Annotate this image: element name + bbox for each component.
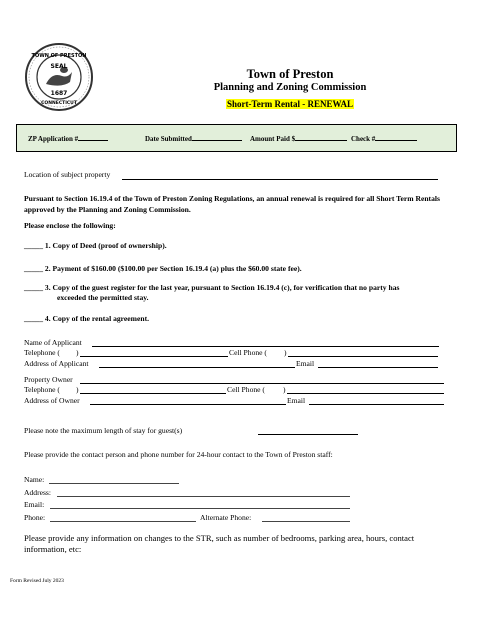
applicant-email-label: Email [296, 359, 315, 368]
applicant-telephone-label: Telephone ( [24, 348, 60, 357]
check-blank[interactable] [375, 133, 417, 141]
owner-telephone-line[interactable] [80, 393, 226, 394]
enclosure-item-2[interactable] [24, 264, 302, 273]
owner-label: Property Owner [24, 375, 73, 384]
form-type-title: Short-Term Rental - RENEWAL [227, 99, 353, 109]
seal-top-text: TOWN OF PRESTON [31, 53, 87, 59]
applicant-cell-line[interactable] [288, 356, 438, 357]
enclosure-item-4[interactable] [24, 314, 149, 323]
owner-email-label: Email [287, 396, 306, 405]
item-1-blank: _____ [24, 241, 43, 250]
owner-cell-label: Cell Phone ( [227, 385, 265, 394]
intro-paragraph: Pursuant to Section 16.19.4 of the Town of Preston Zoning Regulations, an annual renewal is required for all Short Term Rentals approved by the Planning and Zoning Commission. [24, 194, 440, 214]
check-label: Check # [351, 135, 376, 143]
town-seal [24, 42, 94, 112]
amount-blank[interactable] [295, 133, 347, 141]
seal-year: 1687 [50, 90, 68, 97]
item-3-blank: _____ [24, 283, 43, 292]
contact-address-line[interactable] [57, 496, 350, 497]
owner-address-label: Address of Owner [24, 396, 80, 405]
owner-address-line[interactable] [90, 404, 286, 405]
enclosure-item-1[interactable] [24, 241, 167, 250]
owner-cell-line[interactable] [287, 393, 444, 394]
seal-center-text: SEAL [50, 63, 68, 70]
item-4-text: 4. Copy of the rental agreement. [44, 314, 150, 323]
applicant-telephone-line[interactable] [80, 356, 228, 357]
owner-telephone-close: ) [76, 385, 79, 394]
max-stay-line[interactable] [258, 434, 358, 435]
applicant-name-label: Name of Applicant [24, 338, 82, 347]
location-label: Location of subject property [24, 170, 111, 179]
zp-application-field[interactable] [28, 133, 108, 143]
applicant-name-line[interactable] [92, 346, 439, 347]
item-3-text-cont: exceeded the permitted stay. [57, 293, 149, 302]
owner-email-line[interactable] [309, 404, 444, 405]
applicant-cell-label: Cell Phone ( [229, 348, 267, 357]
contact-address-label: Address: [24, 488, 51, 497]
changes-prompt: Please provide any information on changes to the STR, such as number of bedrooms, parking area, hours, contact information, etc: [24, 533, 415, 554]
applicant-telephone-close: ) [76, 348, 79, 357]
applicant-cell-close: ) [284, 348, 287, 357]
date-blank[interactable] [192, 133, 242, 141]
enclosure-item-3[interactable] [24, 283, 454, 292]
enclose-heading: Please enclose the following: [24, 221, 116, 230]
applicant-email-line[interactable] [318, 367, 438, 368]
contact-email-line[interactable] [50, 508, 350, 509]
item-1-text: 1. Copy of Deed (proof of ownership). [44, 241, 167, 250]
contact-phone-label: Phone: [24, 513, 46, 522]
item-3-text: 3. Copy of the guest register for the last year, pursuant to Section 16.19.4 (c), for verification that no party has [44, 283, 400, 292]
amount-paid-field[interactable] [250, 133, 347, 143]
item-4-blank: _____ [24, 314, 43, 323]
contact-prompt: Please provide the contact person and phone number for 24-hour contact to the Town of Preston staff: [24, 450, 333, 459]
form-type-wrap [140, 94, 440, 112]
check-field[interactable] [351, 133, 417, 143]
location-input-line[interactable] [122, 179, 438, 180]
contact-alt-phone-label: Alternate Phone: [200, 513, 252, 522]
commission-title: Planning and Zoning Commission [213, 82, 367, 93]
contact-email-label: Email: [24, 500, 45, 509]
contact-name-label: Name: [24, 475, 45, 484]
item-2-blank: _____ [24, 264, 43, 273]
applicant-address-label: Address of Applicant [24, 359, 89, 368]
contact-alt-phone-line[interactable] [262, 521, 350, 522]
contact-name-line[interactable] [49, 483, 179, 484]
owner-name-line[interactable] [80, 383, 444, 384]
contact-phone-line[interactable] [50, 521, 196, 522]
amount-label: Amount Paid $ [250, 135, 296, 143]
owner-telephone-label: Telephone ( [24, 385, 60, 394]
seal-bottom-text: CONNECTICUT [41, 101, 77, 106]
applicant-address-line[interactable] [99, 367, 295, 368]
zp-label: ZP Application # [28, 135, 79, 143]
owner-cell-close: ) [283, 385, 286, 394]
form-revision-note: Form Revised July 2023 [10, 578, 64, 584]
zp-blank[interactable] [78, 133, 108, 141]
date-submitted-field[interactable] [145, 133, 242, 143]
date-label: Date Submitted [145, 135, 192, 143]
town-title: Town of Preston [246, 67, 334, 81]
item-2-text: 2. Payment of $160.00 ($100.00 per Section 16.19.4 (a) plus the $60.00 state fee). [44, 264, 302, 273]
max-stay-label: Please note the maximum length of stay for guest(s) [24, 426, 183, 435]
